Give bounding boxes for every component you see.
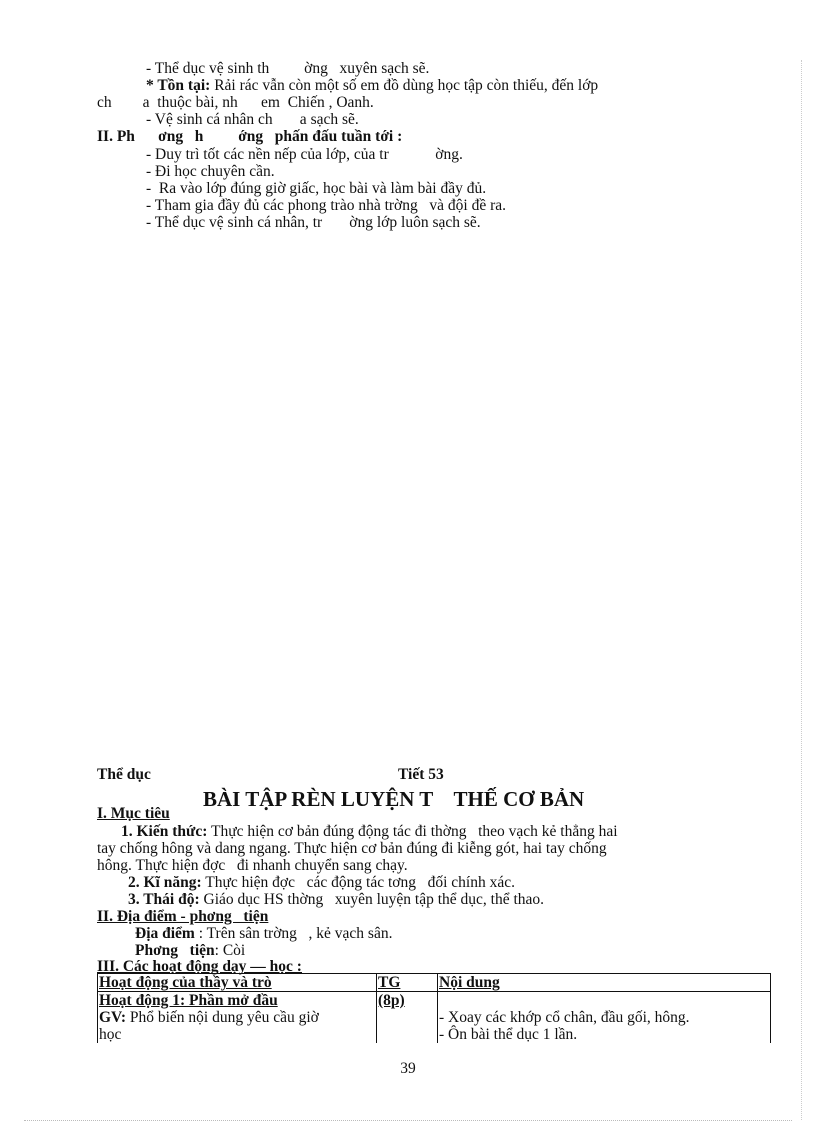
section-activities: III. Các hoạt động dạy — học :: [97, 958, 302, 975]
header-activity: Hoạt động của thầy và trò: [98, 974, 377, 992]
top-line-1: - Thể dục vệ sinh th ờng xuyên sạch sẽ.: [146, 60, 430, 77]
skills-line: [128, 874, 515, 891]
equipment-text: : Còi: [214, 942, 246, 959]
section-objectives: I. Mục tiêu: [97, 805, 170, 822]
ton-tai-line: [146, 77, 598, 94]
content-cell: [438, 992, 771, 1044]
equipment-label: Phơng tiện: [135, 942, 215, 959]
plan-item-1: - Duy trì tốt các nền nếp của lớp, của tr ờng.: [146, 146, 463, 163]
subject-label: Thể dục: [97, 766, 151, 783]
content-line-1: - Xoay các khớp cổ chân, đầu gối, hông.: [439, 1009, 690, 1026]
location-label: Địa điểm: [135, 925, 195, 942]
knowledge-line-3: hông. Thực hiện đợc đi nhanh chuyển sang chạy.: [97, 857, 408, 874]
lesson-title: BÀI TẬP RÈN LUYỆN T THẾ CƠ BẢN: [203, 787, 585, 811]
top-line-4: - Vệ sinh cá nhân ch a sạch sẽ.: [146, 111, 359, 128]
location-line: [135, 925, 392, 942]
attitude-label: 3. Thái độ:: [128, 891, 200, 908]
top-line-3: ch a thuộc bài, nh em Chiến , Oanh.: [97, 94, 374, 111]
attitude-text: Giáo dục HS thờng xuyên luyện tập thể dục, thể thao.: [199, 891, 545, 908]
skills-text: Thực hiện đợc các động tác tơng đối chính xác.: [201, 874, 515, 891]
knowledge-line-2: tay chống hông và dang ngang. Thực hiện cơ bản đúng đi kiễng gót, hai tay chống: [97, 840, 607, 857]
teacher-text: Phổ biến nội dung yêu cầu giờ: [126, 1009, 319, 1026]
attitude-line: [128, 891, 544, 908]
footer-divider: [24, 1120, 792, 1121]
equipment-line: [135, 942, 245, 959]
activity-1-time: (8p): [377, 992, 438, 1044]
table-row: [98, 992, 771, 1044]
section-heading-plan: II. Ph ơng h ớng phấn đấu tuần tới :: [97, 128, 403, 145]
teacher-line: [99, 1009, 375, 1026]
plan-item-5: - Thể dục vệ sinh cá nhân, tr ờng lớp luôn sạch sẽ.: [146, 214, 481, 231]
teacher-label: GV:: [99, 1009, 126, 1026]
plan-item-4: - Tham gia đầy đủ các phong trào nhà trờng và đội đề ra.: [146, 197, 506, 214]
header-time: TG: [377, 974, 438, 992]
teacher-line-2: học: [99, 1026, 122, 1043]
period-label: Tiết 53: [398, 766, 444, 783]
content-line-2: - Ôn bài thể dục 1 lần.: [439, 1026, 578, 1043]
plan-item-3: - Ra vào lớp đúng giờ giấc, học bài và làm bài đầy đủ.: [146, 180, 487, 197]
section-location: II. Địa điểm - phơng tiện: [97, 908, 269, 925]
page-number: 39: [400, 1060, 416, 1077]
margin-divider: [801, 60, 802, 1120]
activity-cell: [98, 992, 377, 1044]
plan-item-2: - Đi học chuyên cần.: [146, 163, 275, 180]
ton-tai-label: * Tồn tại:: [146, 77, 211, 94]
location-text: : Trên sân trờng , kẻ vạch sân.: [194, 925, 393, 942]
activity-table: [97, 973, 771, 1043]
skills-label: 2. Kĩ năng:: [128, 874, 202, 891]
ton-tai-text: Rải rác vẫn còn một số em đồ dùng học tập còn thiếu, đến lớp: [210, 77, 599, 94]
activity-1-title: Hoạt động 1: Phần mở đầu: [99, 992, 278, 1009]
knowledge-text: Thực hiện cơ bản đúng động tác đi thờng theo vạch kẻ thẳng hai: [207, 823, 618, 840]
table-header-row: [98, 974, 771, 992]
knowledge-line: [121, 823, 618, 840]
knowledge-label: 1. Kiến thức:: [121, 823, 208, 840]
header-content: Nội dung: [438, 974, 771, 992]
